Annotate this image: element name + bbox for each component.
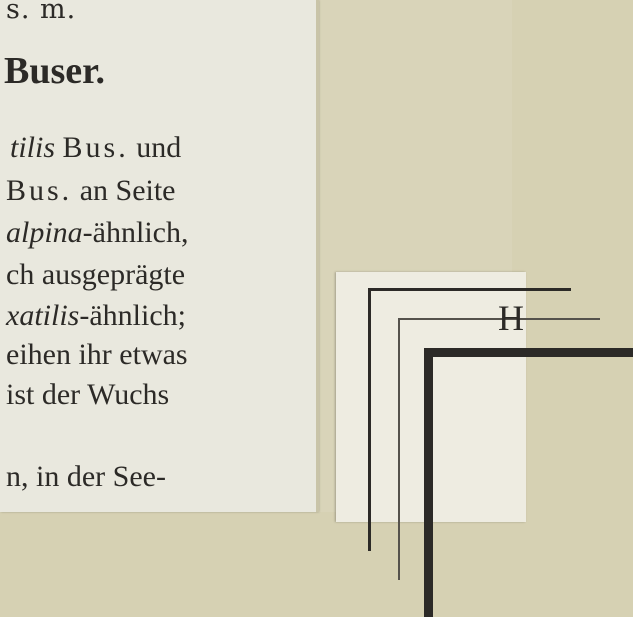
italic-text: tilis bbox=[10, 131, 56, 164]
plain-text: und bbox=[136, 131, 182, 164]
plain-text: -ähnlich; bbox=[79, 299, 186, 332]
framed-card bbox=[336, 272, 526, 522]
card-letter: H bbox=[498, 298, 524, 338]
spaced-text: Bus. bbox=[6, 174, 73, 207]
text-line-3 bbox=[6, 218, 188, 248]
text-line-5 bbox=[6, 301, 186, 331]
plain-text: -ähnlich, bbox=[82, 216, 189, 249]
text-line-4: ch ausgeprägte bbox=[6, 258, 186, 291]
text-line-2 bbox=[6, 176, 176, 206]
document-page bbox=[0, 0, 318, 512]
spaced-text: Bus. bbox=[62, 131, 129, 164]
inner-frame bbox=[424, 348, 633, 617]
text-line-8: n, in der See- bbox=[6, 460, 166, 493]
plain-text: an Seite bbox=[79, 174, 176, 207]
page-header: s. m. bbox=[6, 0, 77, 25]
section-title: Buser. bbox=[4, 50, 106, 92]
italic-text: xatilis bbox=[6, 299, 80, 332]
italic-text: alpina bbox=[6, 216, 83, 249]
text-line-1 bbox=[10, 133, 181, 163]
text-line-7: ist der Wuchs bbox=[6, 378, 170, 411]
page-edge bbox=[316, 0, 319, 512]
text-line-6: eihen ihr etwas bbox=[6, 338, 188, 371]
